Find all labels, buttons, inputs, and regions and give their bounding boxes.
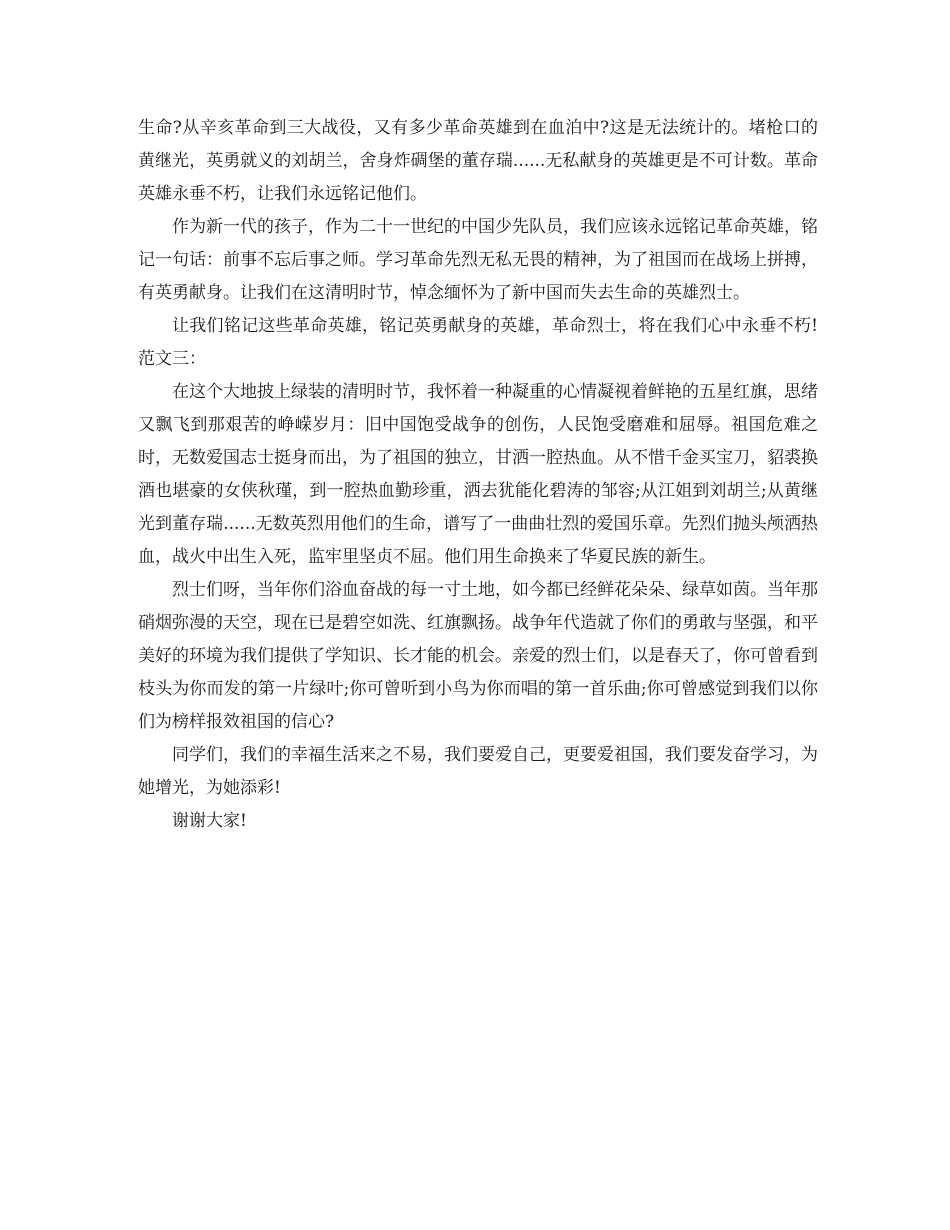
- paragraph-7: 谢谢大家!: [172, 811, 247, 831]
- paragraph-3: 让我们铭记这些革命英雄，铭记英勇献身的英雄，革命烈士，将在我们心中永垂不朽!范文三：: [138, 316, 818, 369]
- document-body: [138, 112, 818, 838]
- paragraph-6: 同学们，我们的幸福生活来之不易，我们要爱自己，更要爱祖国，我们要发奋学习，为她增光，为她添彩!: [138, 745, 818, 798]
- paragraph-2: 作为新一代的孩子，作为二十一世纪的中国少先队员，我们应该永远铭记革命英雄，铭记一句话：前事不忘后事之师。学习革命先烈无私无畏的精神，为了祖国而在战场上拼搏，有英勇献身。让我们在这清明时节，悼念缅怀为了新中国而失去生命的英雄烈士。: [138, 217, 818, 303]
- paragraph-1: 生命?从辛亥革命到三大战役，又有多少革命英雄到在血泊中?这是无法统计的。堵枪口的黄继光，英勇就义的刘胡兰，舍身炸碉堡的董存瑞......无私献身的英雄更是不可计数。革命英雄永垂不朽，让我们永远铭记他们。: [138, 118, 818, 204]
- paragraph-4: 在这个大地披上绿装的清明时节，我怀着一种凝重的心情凝视着鲜艳的五星红旗，思绪又飘飞到那艰苦的峥嵘岁月：旧中国饱受战争的创伤，人民饱受磨难和屈辱。祖国危难之时，无数爱国志士挺身而出，为了祖国的独立，甘洒一腔热血。从不惜千金买宝刀，貂裘换酒也堪豪的女侠秋瑾，到一腔热血勤珍重，洒去犹能化碧涛的邹容;从江姐到刘胡兰;从黄继光到董存瑞......无数英烈用他们的生命，谱写了一曲曲壮烈的爱国乐章。先烈们抛头颅洒热血，战火中出生入死，监牢里坚贞不屈。他们用生命换来了华夏民族的新生。: [138, 382, 818, 567]
- paragraph-5: 烈士们呀，当年你们浴血奋战的每一寸土地，如今都已经鲜花朵朵、绿草如茵。当年那硝烟弥漫的天空，现在已是碧空如洗、红旗飘扬。战争年代造就了你们的勇敢与坚强，和平美好的环境为我们提供了学知识、长才能的机会。亲爱的烈士们，以是春天了，你可曾看到枝头为你而发的第一片绿叶;你可曾听到小鸟为你而唱的第一首乐曲;你可曾感觉到我们以你们为榜样报效祖国的信心?: [138, 580, 818, 732]
